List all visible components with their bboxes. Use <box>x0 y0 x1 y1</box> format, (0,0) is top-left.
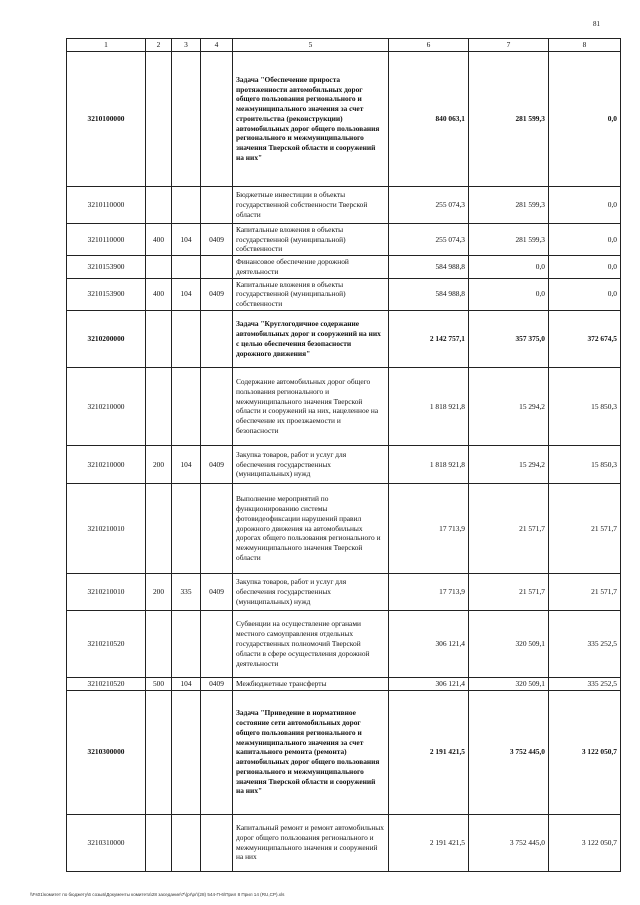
table-cell-gr: 104 <box>172 677 201 690</box>
table-cell-amount-col8: 0,0 <box>549 186 621 223</box>
table-cell-kvr: 500 <box>146 677 172 690</box>
table-cell-amount-col8: 0,0 <box>549 256 621 279</box>
table-cell-amount-col6: 255 074,3 <box>389 223 469 255</box>
table-cell-description: Капитальные вложения в объекты государственной (муниципальной) собственности <box>233 223 389 255</box>
header-cell: 2 <box>146 39 172 52</box>
table-cell-amount-col8: 21 571,7 <box>549 573 621 610</box>
table-cell-gr <box>172 186 201 223</box>
table-cell-description: Капитальный ремонт и ремонт автомобильных дорог общего пользования регионального и межмуниципального значения и сооружений на них <box>233 814 389 871</box>
table-cell-code: 3210210000 <box>67 445 146 483</box>
table-cell-rz <box>201 483 233 573</box>
table-cell-amount-col7: 0,0 <box>469 278 549 310</box>
table-cell-kvr: 200 <box>146 445 172 483</box>
table-cell-rz: 0409 <box>201 677 233 690</box>
table-cell-amount-col6: 2 191 421,5 <box>389 690 469 814</box>
table-cell-rz: 0409 <box>201 573 233 610</box>
table-cell-amount-col8: 15 850,3 <box>549 367 621 445</box>
table-cell-amount-col8: 335 252,5 <box>549 677 621 690</box>
header-cell: 8 <box>549 39 621 52</box>
table-cell-gr <box>172 310 201 367</box>
header-cell: 5 <box>233 39 389 52</box>
table-cell-gr <box>172 690 201 814</box>
table-cell-amount-col8: 3 122 050,7 <box>549 690 621 814</box>
table-row <box>67 677 621 690</box>
table-cell-amount-col8: 335 252,5 <box>549 610 621 677</box>
table-cell-rz: 0409 <box>201 223 233 255</box>
table-cell-rz <box>201 186 233 223</box>
table-cell-kvr <box>146 814 172 871</box>
table-cell-amount-col8: 3 122 050,7 <box>549 814 621 871</box>
table-row <box>67 223 621 255</box>
table-cell-amount-col8: 21 571,7 <box>549 483 621 573</box>
table-cell-amount-col6: 306 121,4 <box>389 677 469 690</box>
table-cell-description: Межбюджетные трансферты <box>233 677 389 690</box>
header-cell: 3 <box>172 39 201 52</box>
table-row <box>67 573 621 610</box>
table-cell-description: Бюджетные инвестиции в объекты государственной собственности Тверской области <box>233 186 389 223</box>
table-row <box>67 367 621 445</box>
table-cell-amount-col8: 0,0 <box>549 223 621 255</box>
table-row <box>67 310 621 367</box>
table-cell-gr <box>172 367 201 445</box>
table-cell-amount-col8: 0,0 <box>549 51 621 186</box>
table-cell-description: Закупка товаров, работ и услуг для обеспечения государственных (муниципальных) нужд <box>233 445 389 483</box>
table-cell-amount-col6: 306 121,4 <box>389 610 469 677</box>
table-cell-rz <box>201 256 233 279</box>
table-cell-code: 3210153900 <box>67 256 146 279</box>
table-cell-amount-col7: 320 509,1 <box>469 677 549 690</box>
table-cell-gr <box>172 256 201 279</box>
table-cell-rz <box>201 690 233 814</box>
table-cell-rz: 0409 <box>201 445 233 483</box>
table-cell-description: Закупка товаров, работ и услуг для обеспечения государственных (муниципальных) нужд <box>233 573 389 610</box>
table-cell-amount-col6: 2 191 421,5 <box>389 814 469 871</box>
table-cell-kvr <box>146 690 172 814</box>
table-cell-amount-col7: 21 571,7 <box>469 483 549 573</box>
table-cell-amount-col6: 1 818 921,8 <box>389 367 469 445</box>
table-cell-code: 3210110000 <box>67 223 146 255</box>
table-cell-amount-col6: 17 713,9 <box>389 573 469 610</box>
table-cell-gr: 104 <box>172 445 201 483</box>
table-row <box>67 278 621 310</box>
table-cell-code: 3210210520 <box>67 677 146 690</box>
table-cell-description: Выполнение мероприятий по функционированию системы фотовидеофиксации нарушений правил дорожного движения на автомобильных дорогах общего пользования регионального и межмуниципального значения Тверской области <box>233 483 389 573</box>
table-cell-description: Задача "Приведение в нормативное состояние сети автомобильных дорог общего пользования регионального и межмуниципального значения за счет капитального ремонта (ремонта) автомобильных дорог общего пользования регионального и межмуниципального значения Тверской области и сооружений на них" <box>233 690 389 814</box>
table-cell-code: 3210210520 <box>67 610 146 677</box>
table-cell-description: Задача "Круглогодичное содержание автомобильных дорог и сооружений на них с целью обеспечения безопасности дорожного движения" <box>233 310 389 367</box>
table-cell-amount-col6: 17 713,9 <box>389 483 469 573</box>
table-cell-kvr <box>146 186 172 223</box>
table-cell-code: 3210310000 <box>67 814 146 871</box>
table-cell-kvr <box>146 610 172 677</box>
table-cell-amount-col7: 0,0 <box>469 256 549 279</box>
table-cell-amount-col7: 281 599,3 <box>469 51 549 186</box>
header-cell: 4 <box>201 39 233 52</box>
table-cell-gr <box>172 483 201 573</box>
file-path-footer: \\Fs01\комитет по бюджету\6 созыв\Документы комитета\28 заседание\7\(pr\pr\(28) 544-П-6\Прил 8 Прил 14 (RU,CP).xls <box>30 892 285 897</box>
table-cell-kvr <box>146 310 172 367</box>
table-cell-code: 3210100000 <box>67 51 146 186</box>
table-row <box>67 814 621 871</box>
table-cell-gr <box>172 51 201 186</box>
table-cell-kvr <box>146 367 172 445</box>
table-cell-amount-col6: 584 988,8 <box>389 256 469 279</box>
table-cell-amount-col7: 3 752 445,0 <box>469 814 549 871</box>
table-cell-gr: 335 <box>172 573 201 610</box>
table-cell-amount-col6: 584 988,8 <box>389 278 469 310</box>
table-cell-rz <box>201 310 233 367</box>
table-row <box>67 51 621 186</box>
table-cell-code: 3210210010 <box>67 483 146 573</box>
table-cell-code: 3210110000 <box>67 186 146 223</box>
header-cell: 7 <box>469 39 549 52</box>
table-cell-amount-col6: 1 818 921,8 <box>389 445 469 483</box>
table-cell-description: Задача "Обеспечение прироста протяженности автомобильных дорог общего пользования регионального и межмуниципального значения за счет строительства (реконструкции) автомобильных дорог общего пользования регионального и межмуниципального значения Тверской области и сооружений на них" <box>233 51 389 186</box>
table-cell-amount-col6: 840 063,1 <box>389 51 469 186</box>
table-cell-gr: 104 <box>172 278 201 310</box>
table-cell-amount-col8: 15 850,3 <box>549 445 621 483</box>
table-cell-gr <box>172 610 201 677</box>
table-cell-rz <box>201 367 233 445</box>
table-row <box>67 186 621 223</box>
table-row <box>67 483 621 573</box>
table-row <box>67 445 621 483</box>
table-cell-amount-col7: 281 599,3 <box>469 186 549 223</box>
table-cell-code: 3210153900 <box>67 278 146 310</box>
table-cell-kvr <box>146 51 172 186</box>
table-cell-amount-col7: 21 571,7 <box>469 573 549 610</box>
table-cell-code: 3210210000 <box>67 367 146 445</box>
page-number: 81 <box>593 20 600 28</box>
table-cell-code: 3210200000 <box>67 310 146 367</box>
table-cell-amount-col7: 281 599,3 <box>469 223 549 255</box>
table-cell-code: 3210210010 <box>67 573 146 610</box>
table-cell-amount-col7: 357 375,0 <box>469 310 549 367</box>
table-row <box>67 256 621 279</box>
table-cell-amount-col8: 0,0 <box>549 278 621 310</box>
table-cell-kvr <box>146 256 172 279</box>
table-cell-rz: 0409 <box>201 278 233 310</box>
table-cell-description: Финансовое обеспечение дорожной деятельности <box>233 256 389 279</box>
budget-table <box>66 38 621 872</box>
table-cell-amount-col7: 15 294,2 <box>469 367 549 445</box>
table-cell-amount-col7: 320 509,1 <box>469 610 549 677</box>
table-cell-kvr: 200 <box>146 573 172 610</box>
table-cell-amount-col7: 3 752 445,0 <box>469 690 549 814</box>
table-cell-gr: 104 <box>172 223 201 255</box>
table-row <box>67 610 621 677</box>
table-cell-amount-col7: 15 294,2 <box>469 445 549 483</box>
table-cell-description: Капитальные вложения в объекты государственной (муниципальной) собственности <box>233 278 389 310</box>
table-cell-amount-col6: 255 074,3 <box>389 186 469 223</box>
table-cell-rz <box>201 51 233 186</box>
header-cell: 1 <box>67 39 146 52</box>
table-cell-description: Субвенции на осуществление органами местного самоуправления отдельных государственных полномочий Тверской области в сфере осуществления дорожной деятельности <box>233 610 389 677</box>
table-cell-rz <box>201 814 233 871</box>
header-cell: 6 <box>389 39 469 52</box>
table-cell-rz <box>201 610 233 677</box>
table-cell-kvr <box>146 483 172 573</box>
table-cell-amount-col8: 372 674,5 <box>549 310 621 367</box>
table-row <box>67 690 621 814</box>
table-cell-gr <box>172 814 201 871</box>
table-header-row <box>67 39 621 52</box>
table-cell-kvr: 400 <box>146 223 172 255</box>
table-cell-description: Содержание автомобильных дорог общего пользования регионального и межмуниципального значения Тверской области и сооружений на них, нацеленное на обеспечение их проезжаемости и безопасности <box>233 367 389 445</box>
table-cell-kvr: 400 <box>146 278 172 310</box>
table-cell-code: 3210300000 <box>67 690 146 814</box>
table-cell-amount-col6: 2 142 757,1 <box>389 310 469 367</box>
